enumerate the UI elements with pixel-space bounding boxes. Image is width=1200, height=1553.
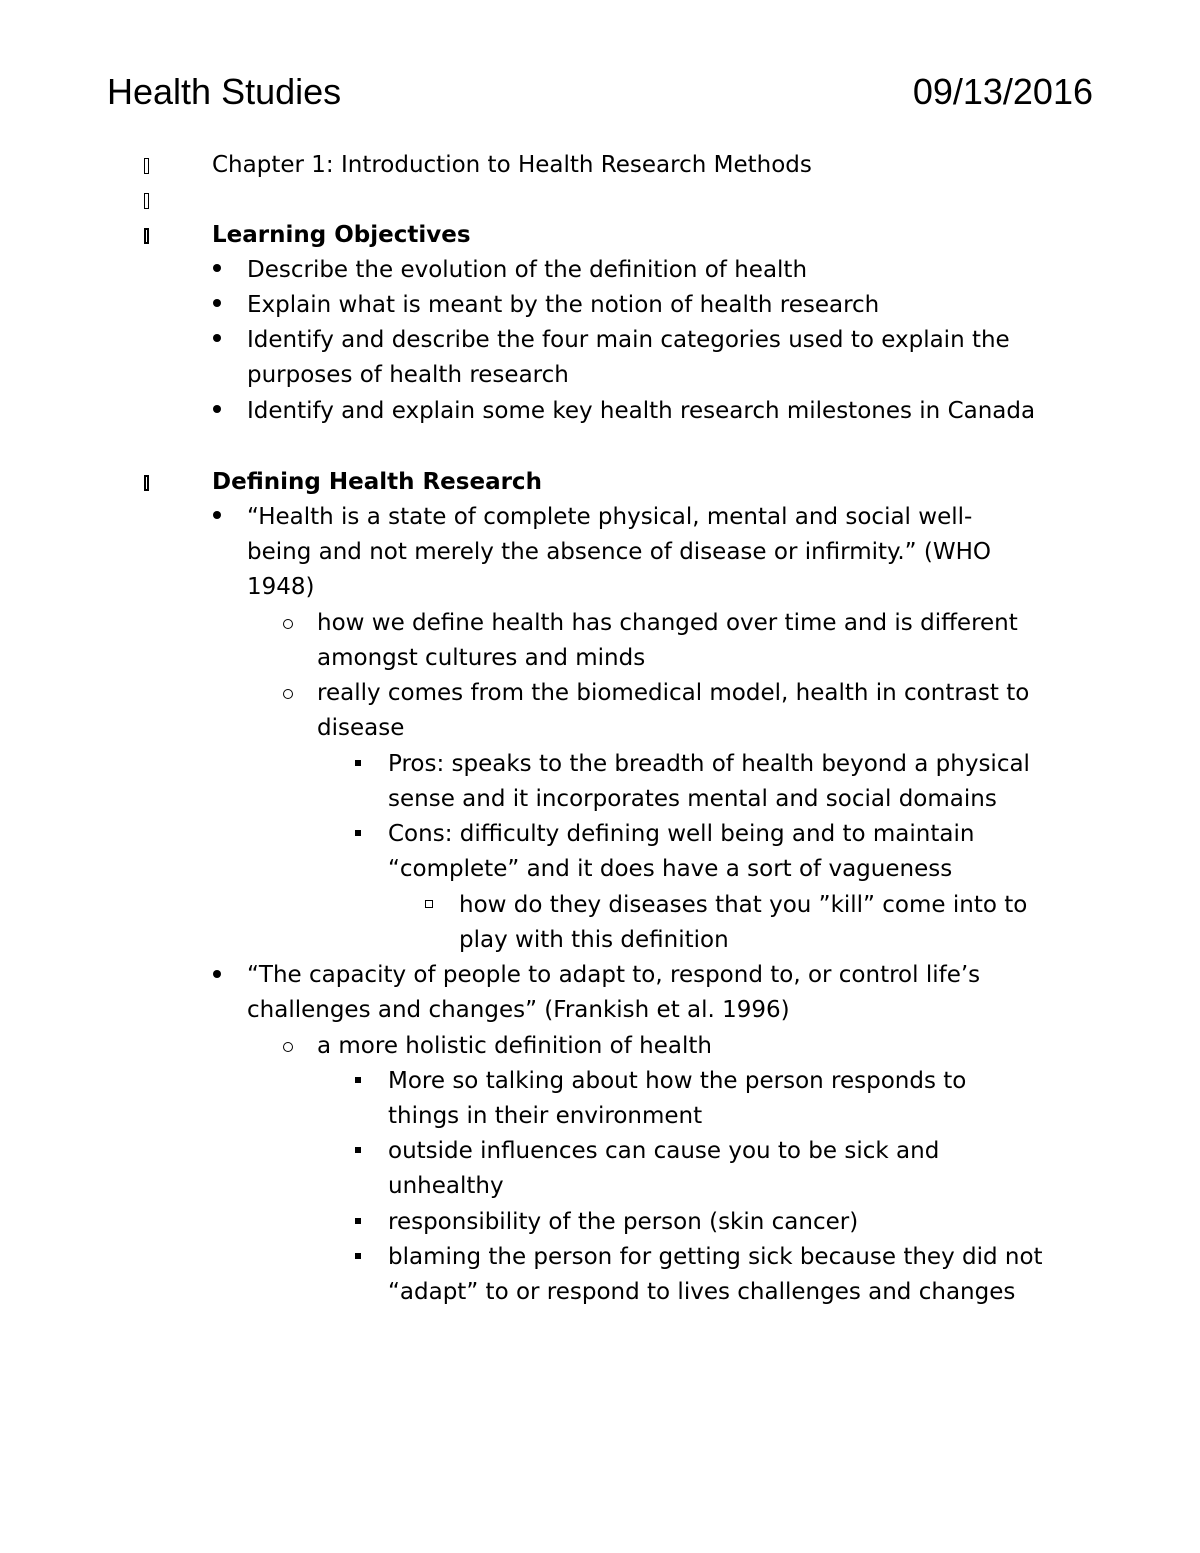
sub-sub-bullet bbox=[355, 1253, 361, 1259]
bullet bbox=[213, 511, 221, 519]
sub-list-item: really comes from the biomedical model, health in contrast to bbox=[317, 680, 1030, 706]
bullet bbox=[213, 334, 221, 342]
sub-sub-bullet bbox=[355, 1077, 361, 1083]
sub-sub-list-item-continued: things in their environment bbox=[388, 1103, 703, 1129]
list-item: Explain what is meant by the notion of health research bbox=[247, 292, 880, 318]
margin-marker bbox=[144, 193, 149, 209]
sub-sub-list-item: responsibility of the person (skin cancer) bbox=[388, 1209, 859, 1235]
list-item: Identify and explain some key health research milestones in Canada bbox=[247, 398, 1036, 424]
list-item-continued: challenges and changes” (Frankish et al. 1996) bbox=[247, 997, 790, 1023]
sub-sub-list-item-continued: “complete” and it does have a sort of vagueness bbox=[388, 856, 953, 882]
list-item-continued: being and not merely the absence of disease or infirmity.” (WHO bbox=[247, 539, 992, 565]
list-item-continued: 1948) bbox=[247, 574, 315, 600]
sub-sub-list-item-continued: sense and it incorporates mental and social domains bbox=[388, 786, 997, 812]
sub-sub-list-item-continued: unhealthy bbox=[388, 1173, 504, 1199]
defining-health-heading: Defining Health Research bbox=[212, 469, 542, 495]
chapter-title: Chapter 1: Introduction to Health Research Methods bbox=[212, 152, 812, 178]
sub-sub-list-item: Pros: speaks to the breadth of health beyond a physical bbox=[388, 751, 1030, 777]
sub-sub-bullet bbox=[355, 1218, 361, 1224]
list-item: Describe the evolution of the definition of health bbox=[247, 257, 808, 283]
sub-sub-list-item: More so talking about how the person responds to bbox=[388, 1068, 967, 1094]
document-date: 09/13/2016 bbox=[912, 71, 1093, 112]
sub-bullet bbox=[283, 1042, 293, 1052]
list-item: “The capacity of people to adapt to, respond to, or control life’s bbox=[247, 962, 981, 988]
list-item-continued: purposes of health research bbox=[247, 362, 569, 388]
level-four-list-item-continued: play with this definition bbox=[459, 927, 729, 953]
learning-objectives-heading: Learning Objectives bbox=[212, 222, 471, 248]
sub-sub-list-item: outside influences can cause you to be sick and bbox=[388, 1138, 940, 1164]
sub-sub-bullet bbox=[355, 760, 361, 766]
sub-sub-bullet bbox=[355, 1147, 361, 1153]
margin-marker bbox=[144, 158, 149, 174]
bullet bbox=[213, 299, 221, 307]
sub-sub-list-item: blaming the person for getting sick because they did not bbox=[388, 1244, 1043, 1270]
sub-list-item: how we define health has changed over time and is different bbox=[317, 610, 1018, 636]
sub-list-item-continued: disease bbox=[317, 715, 405, 741]
sub-sub-list-item-continued: “adapt” to or respond to lives challenges and changes bbox=[388, 1279, 1016, 1305]
sub-bullet bbox=[283, 619, 293, 629]
bullet bbox=[213, 405, 221, 413]
list-item: Identify and describe the four main categories used to explain the bbox=[247, 327, 1010, 353]
list-item: “Health is a state of complete physical, mental and social well- bbox=[247, 504, 973, 530]
level-four-bullet bbox=[425, 900, 433, 908]
document-title: Health Studies bbox=[107, 71, 342, 112]
level-four-list-item: how do they diseases that you ”kill” come into to bbox=[459, 892, 1028, 918]
bullet bbox=[213, 264, 221, 272]
sub-list-item: a more holistic definition of health bbox=[317, 1033, 712, 1059]
margin-marker bbox=[144, 475, 149, 491]
sub-sub-bullet bbox=[355, 830, 361, 836]
bullet bbox=[213, 970, 221, 978]
sub-list-item-continued: amongst cultures and minds bbox=[317, 645, 646, 671]
margin-marker bbox=[144, 228, 149, 244]
page-header bbox=[107, 70, 1093, 114]
sub-bullet bbox=[283, 689, 293, 699]
sub-sub-list-item: Cons: difficulty defining well being and to maintain bbox=[388, 821, 975, 847]
